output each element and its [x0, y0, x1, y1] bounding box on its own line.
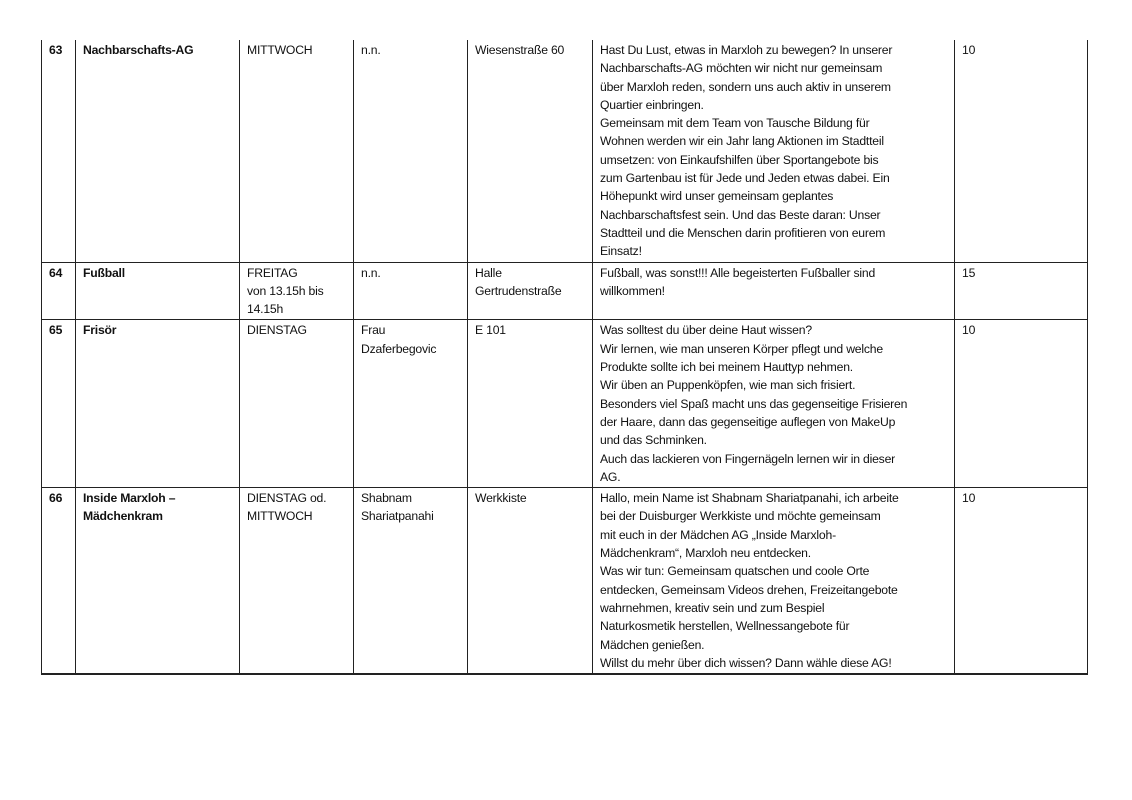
- ag-place-cell: [468, 320, 593, 488]
- ag-description-line: Mädchen genießen.: [600, 637, 705, 652]
- ag-leader-cell: [354, 320, 468, 488]
- ag-day-cell: [240, 40, 354, 262]
- ag-description-line: Willst du mehr über dich wissen? Dann wähle diese AG!: [600, 655, 892, 670]
- ag-table-body: [42, 40, 1088, 674]
- ag-day-line: 14.15h: [247, 302, 284, 317]
- ag-place-line: Gertrudenstraße: [475, 283, 562, 298]
- ag-description-cell: [593, 40, 955, 262]
- ag-description-line: Wir lernen, wie man unseren Körper pflegt und welche: [600, 341, 883, 356]
- ag-description-line: der Haare, dann das gegenseitige auflegen von MakeUp: [600, 414, 896, 429]
- ag-leader-line: Dzaferbegovic: [361, 341, 437, 356]
- ag-description-cell: [593, 262, 955, 320]
- ag-leader-cell: [354, 488, 468, 674]
- ag-place-line: E 101: [475, 323, 506, 338]
- ag-title-cell: [76, 40, 240, 262]
- ag-place-line: Wiesenstraße 60: [475, 43, 565, 57]
- ag-description-line: Fußball, was sonst!!! Alle begeisterten Fußballer sind: [600, 265, 876, 280]
- ag-number-cell: 66: [42, 488, 76, 674]
- ag-day-line: DIENSTAG od.: [247, 491, 327, 506]
- ag-leader-line: Frau: [361, 323, 386, 338]
- ag-description-line: Nachbarschaftsfest sein. Und das Beste daran: Unser: [600, 207, 881, 222]
- ag-day-line: MITTWOCH: [247, 509, 313, 524]
- ag-description-line: Produkte sollte ich bei meinem Hauttyp nehmen.: [600, 360, 853, 375]
- ag-day-cell: [240, 320, 354, 488]
- ag-description-line: wahrnehmen, kreativ sein und zum Bespiel: [600, 600, 825, 615]
- ag-leader-line: n.n.: [361, 43, 381, 57]
- ag-description-line: entdecken, Gemeinsam Videos drehen, Freizeitangebote: [600, 582, 898, 597]
- ag-day-cell: [240, 488, 354, 674]
- ag-description-line: willkommen!: [600, 283, 665, 298]
- ag-description-line: Mädchenkram“, Marxloh neu entdecken.: [600, 546, 811, 561]
- ag-leader-line: n.n.: [361, 265, 381, 280]
- ag-number-cell: 64: [42, 262, 76, 320]
- ag-description-line: Wohnen werden wir ein Jahr lang Aktionen im Stadtteil: [600, 134, 884, 149]
- ag-day-line: von 13.15h bis: [247, 283, 324, 298]
- ag-day-line: MITTWOCH: [247, 43, 313, 57]
- ag-place-line: Werkkiste: [475, 491, 527, 506]
- ag-description-line: Höhepunkt wird unser gemeinsam geplantes: [600, 189, 834, 204]
- ag-leader-cell: [354, 40, 468, 262]
- ag-description-line: Besonders viel Spaß macht uns das gegenseitige Frisieren: [600, 396, 908, 411]
- ag-place-line: Halle: [475, 265, 502, 280]
- ag-leader-line: Shariatpanahi: [361, 509, 434, 524]
- ag-participants-cell: 15: [955, 262, 1088, 320]
- ag-title-cell: [76, 320, 240, 488]
- ag-place-cell: [468, 40, 593, 262]
- ag-day-line: FREITAG: [247, 265, 298, 280]
- ag-description-line: Nachbarschafts-AG möchten wir nicht nur gemeinsam: [600, 61, 883, 76]
- ag-title-cell: [76, 262, 240, 320]
- ag-description-cell: [593, 320, 955, 488]
- ag-day-line: DIENSTAG: [247, 323, 307, 338]
- ag-leader-cell: [354, 262, 468, 320]
- ag-title-line: Inside Marxloh –: [83, 491, 176, 506]
- ag-description-line: Auch das lackieren von Fingernägeln lernen wir in dieser: [600, 451, 896, 466]
- ag-description-line: über Marxloh reden, sondern uns auch aktiv in unserem: [600, 79, 891, 94]
- ag-description-line: Hast Du Lust, etwas in Marxloh zu bewegen? In unserer: [600, 43, 893, 57]
- ag-description-line: Hallo, mein Name ist Shabnam Shariatpanahi, ich arbeite: [600, 491, 899, 506]
- ag-description-line: umsetzen: von Einkaufshilfen über Sportangebote bis: [600, 152, 879, 167]
- ag-participants-cell: 10: [955, 320, 1088, 488]
- ag-description-line: Einsatz!: [600, 244, 642, 259]
- ag-title-line: Mädchenkram: [83, 509, 163, 524]
- ag-description-line: Quartier einbringen.: [600, 97, 704, 112]
- ag-title-line: Frisör: [83, 323, 117, 338]
- ag-description-line: und das Schminken.: [600, 433, 707, 448]
- ag-day-cell: [240, 262, 354, 320]
- ag-title-line: Fußball: [83, 265, 125, 280]
- ag-leader-line: Shabnam: [361, 491, 412, 506]
- ag-description-line: AG.: [600, 469, 621, 484]
- ag-description-line: Stadtteil und die Menschen darin profitieren von eurem: [600, 225, 886, 240]
- table-row: [42, 488, 1088, 674]
- ag-place-cell: [468, 262, 593, 320]
- ag-description-line: bei der Duisburger Werkkiste und möchte gemeinsam: [600, 509, 881, 524]
- ag-description-line: mit euch in der Mädchen AG „Inside Marxloh-: [600, 527, 836, 542]
- ag-title-cell: [76, 488, 240, 674]
- table-row: [42, 320, 1088, 488]
- ag-table: [41, 40, 1088, 675]
- ag-description-line: Was wir tun: Gemeinsam quatschen und coole Orte: [600, 564, 870, 579]
- ag-place-cell: [468, 488, 593, 674]
- ag-title-line: Nachbarschafts-AG: [83, 43, 194, 57]
- ag-participants-cell: 10: [955, 488, 1088, 674]
- table-row: [42, 262, 1088, 320]
- ag-description-line: Was solltest du über deine Haut wissen?: [600, 323, 812, 338]
- table-row: [42, 40, 1088, 262]
- ag-description-line: zum Gartenbau ist für Jede und Jeden etwas dabei. Ein: [600, 171, 890, 186]
- ag-number-cell: 63: [42, 40, 76, 262]
- ag-description-line: Naturkosmetik herstellen, Wellnessangebote für: [600, 619, 850, 634]
- ag-description-line: Wir üben an Puppenköpfen, wie man sich frisiert.: [600, 378, 856, 393]
- ag-description-line: Gemeinsam mit dem Team von Tausche Bildung für: [600, 116, 870, 131]
- ag-description-cell: [593, 488, 955, 674]
- ag-number-cell: 65: [42, 320, 76, 488]
- ag-participants-cell: 10: [955, 40, 1088, 262]
